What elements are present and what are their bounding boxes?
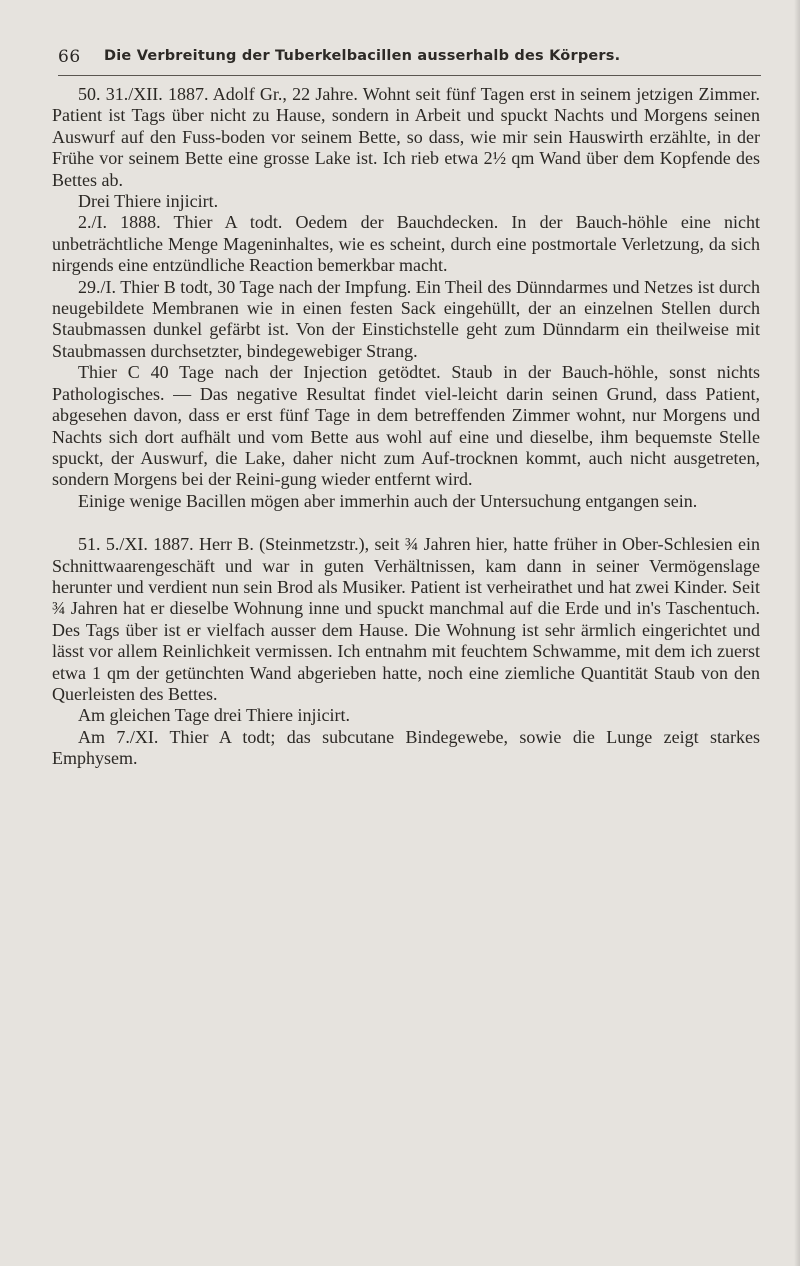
paragraph-case-50-bacilli: Einige wenige Bacillen mögen aber immerhin auch der Untersuchung entgangen sein.: [78, 490, 698, 511]
header-rule: [58, 75, 761, 76]
paragraph-case-50-injection: Drei Thiere injicirt.: [78, 191, 219, 212]
body-text: [52, 84, 760, 770]
paragraph-case-51-intro: 51. 5./XI. 1887. Herr B. (Steinmetzstr.), seit ¾ Jahren hier, hatte früher in Ober-Schlesien ein Schnittwaarengeschäft und war in guten Verhältnissen, kam dann in seiner Vermögenslage herunter und verdient nun sein Brod als Musiker. Patient ist verheirathet und hat zwei Kinder. Seit ¾ Jahren hat er dieselbe Wohnung inne und spuckt manchmal auf die Erde und in's Taschentuch. Des Tags über ist er vielfach ausser dem Hause. Die Wohnung ist sehr ärmlich eingerichtet und lässt vor allem Reinlichkeit vermissen. Ich entnahm mit feuchtem Schwamme, mit dem ich zuerst etwa 1 qm der getünchten Wand abgerieben hatte, noch eine ziemliche Quantität Staub von den Querleisten des Bettes.: [52, 534, 760, 704]
running-title: Die Verbreitung der Tuberkelbacillen ausserhalb des Körpers.: [104, 48, 621, 64]
paragraph-case-50-intro: 50. 31./XII. 1887. Adolf Gr., 22 Jahre. Wohnt seit fünf Tagen erst in seinem jetzigen Zimmer. Patient ist Tags über nicht zu Hause, sondern in Arbeit und spuckt Nachts und Morgens seinen Auswurf auf den Fuss-boden vor seinem Bette, so dass, wie mir sein Hauswirth erzählte, in der Frühe vor seinem Bette eine grosse Lake ist. Ich rieb etwa 2½ qm Wand über dem Kopfende des Bettes ab.: [52, 84, 760, 190]
paragraph-case-50-animal-a: 2./I. 1888. Thier A todt. Oedem der Bauchdecken. In der Bauch-höhle eine nicht unbeträchtliche Menge Mageninhaltes, wie es scheint, durch eine postmortale Verletzung, da sich nirgends eine entzündliche Reaction bemerkbar macht.: [52, 212, 760, 276]
paragraph-case-51-animal-a: Am 7./XI. Thier A todt; das subcutane Bindegewebe, sowie die Lunge zeigt starkes Emphysem.: [52, 726, 760, 769]
paragraph-case-51-injection: Am gleichen Tage drei Thiere injicirt.: [78, 705, 350, 726]
page-header: [58, 47, 758, 71]
page-number: 66: [58, 47, 81, 67]
page-edge-shadow: [794, 0, 800, 1266]
paragraph-case-50-animal-c: Thier C 40 Tage nach der Injection getödtet. Staub in der Bauch-höhle, sonst nichts Pathologisches. — Das negative Resultat findet viel-leicht darin seinen Grund, dass Patient, abgesehen davon, dass er erst fünf Tage in dem betreffenden Zimmer wohnt, nur Morgens und Nachts sich dort aufhält und vom Bette aus wohl auf eine und dieselbe, ihm bequemste Stelle spuckt, der Auswurf, die Lake, daher nicht zum Auf-trocknen kommt, auch nicht ausgetreten, sondern Morgens bei der Reini-gung wieder entfernt wird.: [52, 362, 760, 490]
paragraph-case-50-animal-b: 29./I. Thier B todt, 30 Tage nach der Impfung. Ein Theil des Dünndarmes und Netzes ist durch neugebildete Membranen wie in einen festen Sack eingehüllt, der an einzelnen Stellen durch Staubmassen dunkel gefärbt ist. Von der Einstichstelle geht zum Dünndarm ein theilweise mit Staubmassen durchsetzter, bindegewebiger Strang.: [52, 276, 760, 361]
